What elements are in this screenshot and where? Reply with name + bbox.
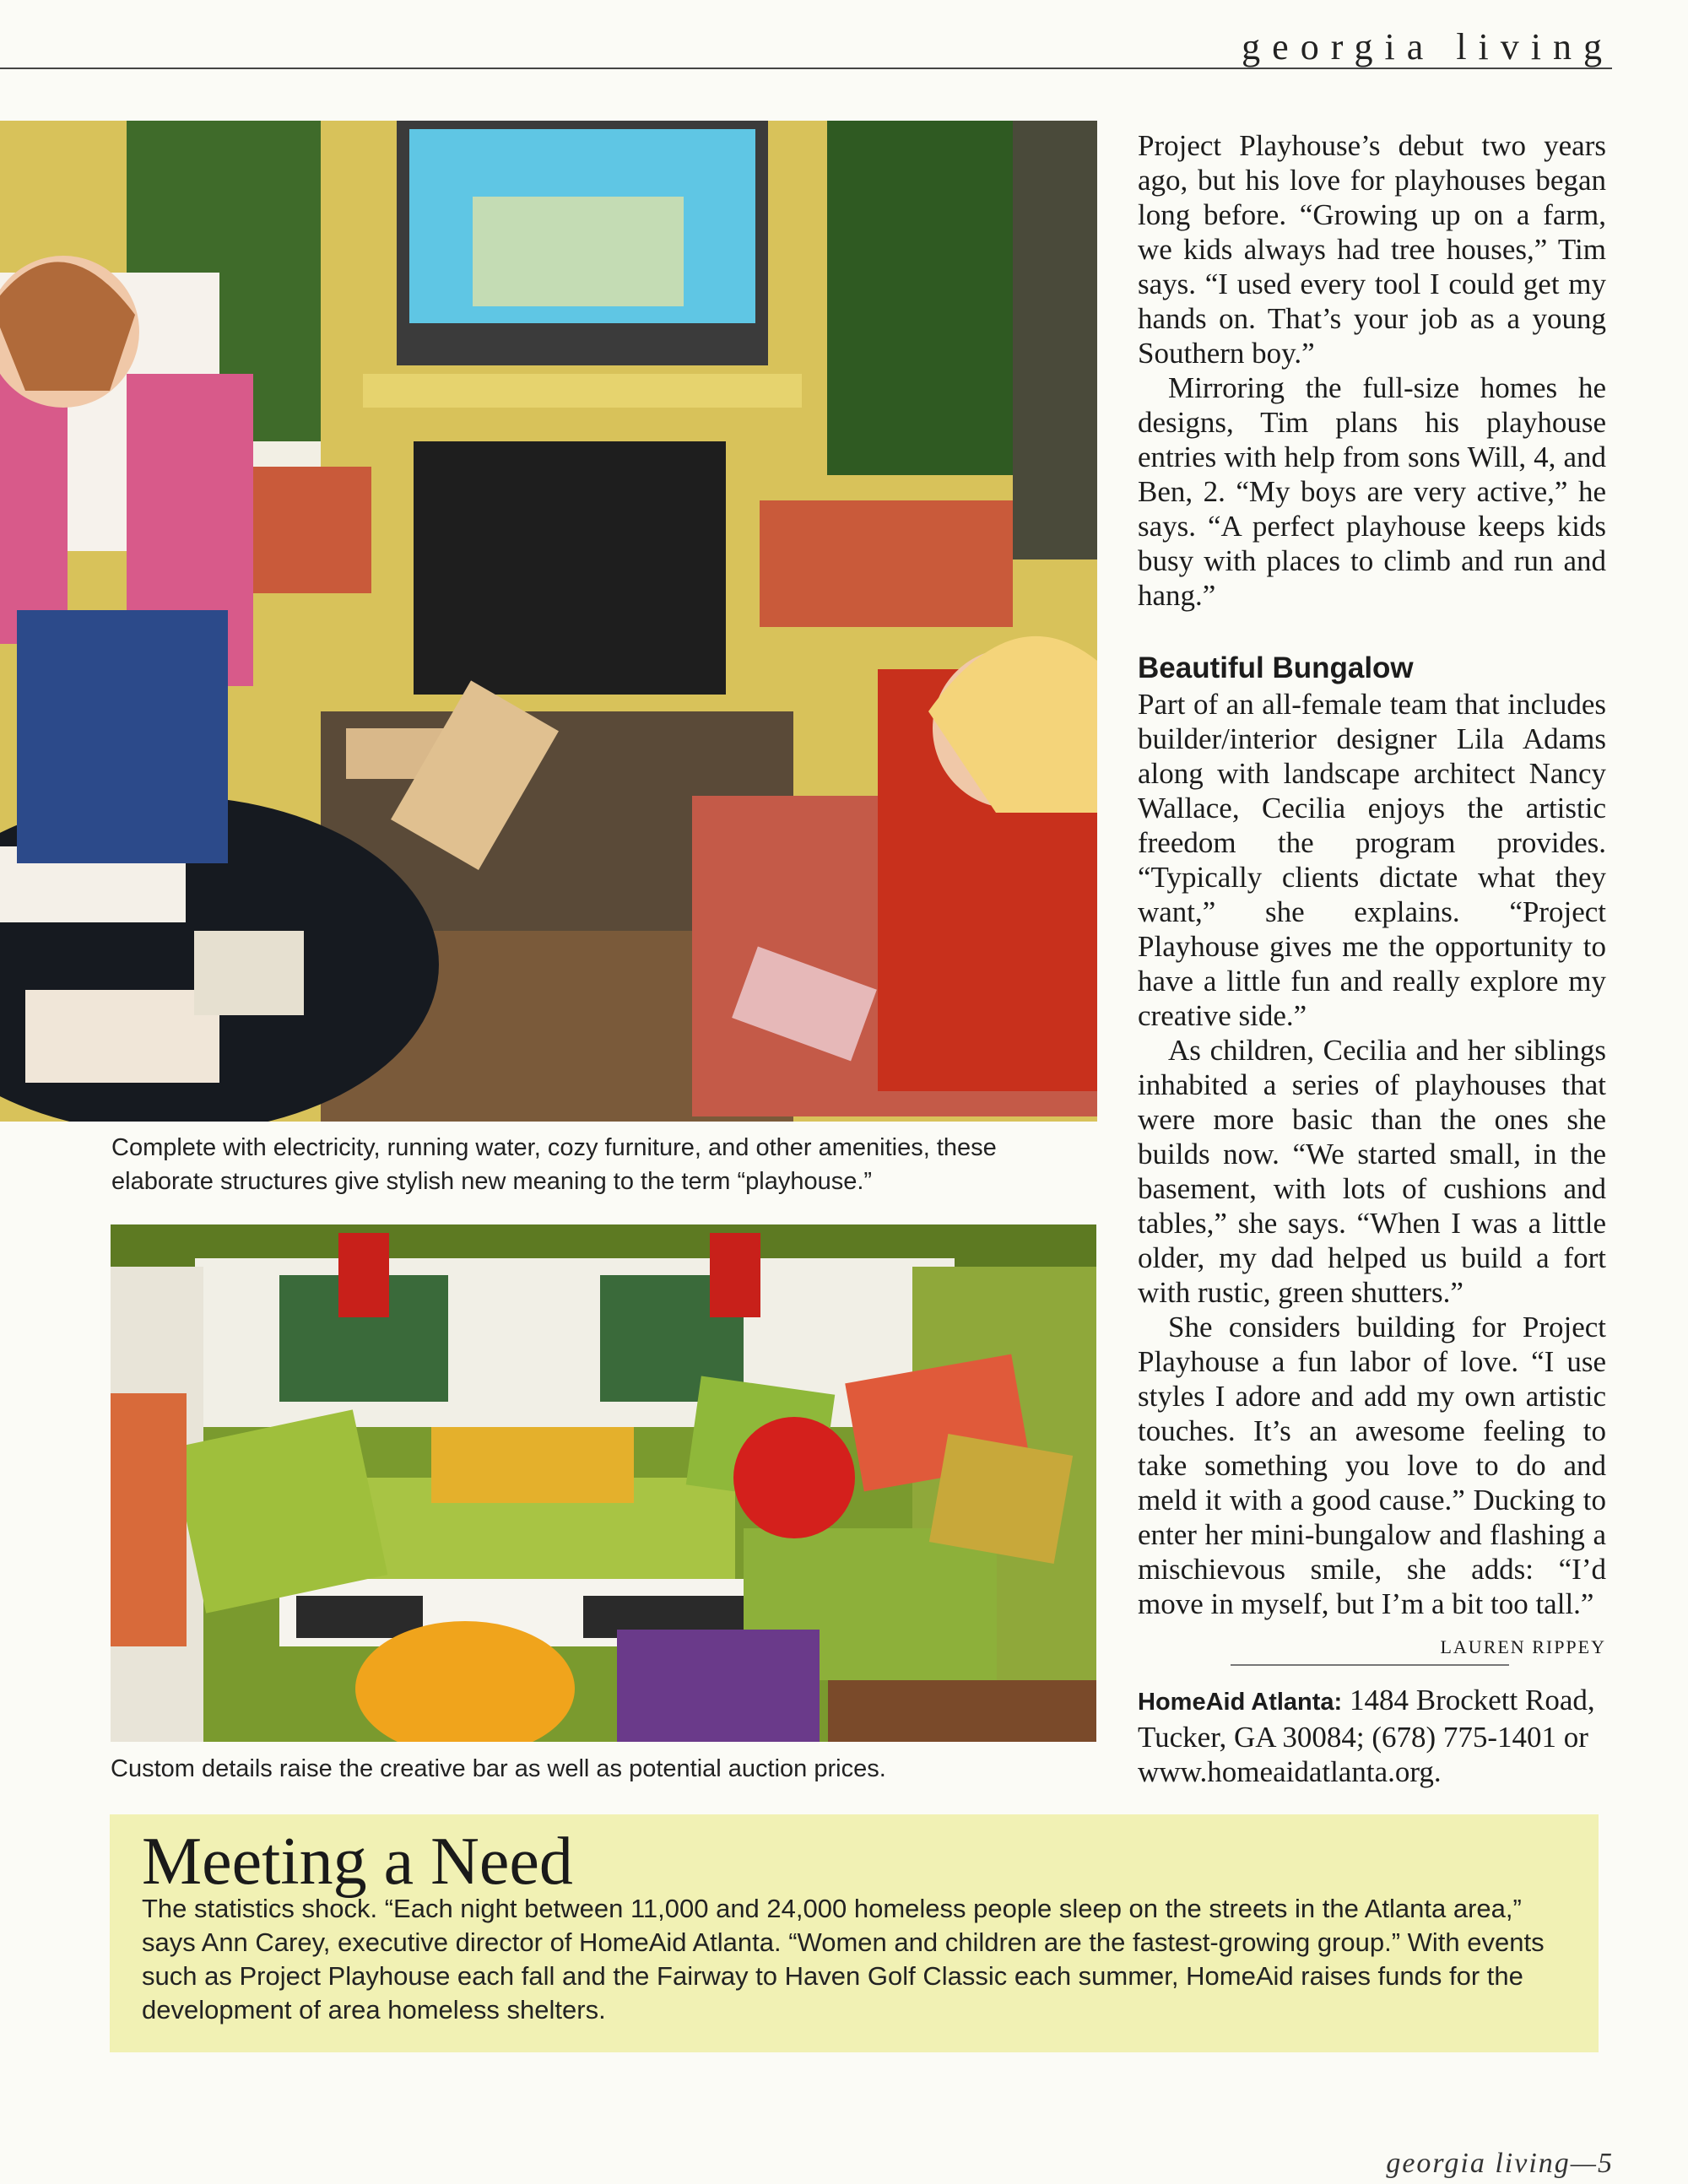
column-rule	[1231, 1664, 1509, 1666]
photo-caption-top: Complete with electricity, running water, cozy furniture, and other amenities, these elaborate structures give stylish new meaning to the term “playhouse.”	[111, 1134, 997, 1195]
photo-caption-bottom: Custom details raise the creative bar as well as potential auction prices.	[111, 1755, 886, 1782]
article-paragraph: Mirroring the full-size homes he designs, Tim plans his playhouse entries with help from sons Will, 4, and Ben, 2. “My boys are very active,” he says. “A perfect playhouse keeps kids busy with places to climb and run and hang.”	[1138, 371, 1606, 612]
photo-girls-playing-cards	[0, 121, 1097, 1122]
sidebar-title: Meeting a Need	[142, 1825, 573, 1899]
article-paragraph: As children, Cecilia and her siblings inhabited a series of playhouses that were more basic than the ones she builds now. “We started small, in the basement, with lots of cushions and tables,” she says. “When I was a little older, my dad helped us build a fort with rustic, green shutters.”	[1138, 1034, 1606, 1309]
article-subhead: Beautiful Bungalow	[1138, 651, 1414, 684]
sidebar-meeting-a-need	[110, 1814, 1599, 2052]
article-paragraph	[1138, 1310, 1606, 1657]
contact-label: HomeAid Atlanta:	[1138, 1689, 1343, 1716]
article-paragraph: Project Playhouse’s debut two years ago, but his love for playhouses began long before. “Growing up on a farm, we kids always had tree houses,” Tim says. “I used every tool I could get my hands on. That’s your job as a young Southern boy.”	[1138, 129, 1606, 370]
contact-info	[1138, 1683, 1606, 1789]
contact-text: 1484 Brockett Road, Tucker, GA 30084; (678) 775-1401 or www.homeaidatlanta.org.	[1138, 1684, 1595, 1788]
article-paragraph: Part of an all-female team that includes builder/interior designer Lila Adams along with landscape architect Nancy Wallace, Cecilia enjoys the artistic freedom the program provides. “Typically clients dictate what they want,” she explains. “Project Playhouse gives me the opportunity to have a little fun and really explore my creative side.”	[1138, 688, 1606, 1032]
photo-window-seat-pillows	[111, 1224, 1096, 1742]
article-paragraph-text: She considers building for Project Playhouse a fun labor of love. “I use styles I adore and add my own artistic touches. It’s an awesome feeling to take something you love to do and meld it with a good cause.” Ducking to enter her mini-bungalow and flashing a mischievous smile, she adds: “I’d move in myself, but I’m a bit too tall.”	[1138, 1311, 1606, 1620]
sidebar-body: The statistics shock. “Each night between 11,000 and 24,000 homeless people sleep on the streets in the Atlanta area,” says Ann Carey, executive director of HomeAid Atlanta. “Women and children are the fastest-growing group.” With events such as Project Playhouse each fall and the Fairway to Haven Golf Classic each summer, HomeAid raises funds for the development of area homeless shelters.	[142, 1894, 1545, 2025]
article-column	[1138, 128, 1606, 1789]
page-folio: georgia living—5	[1386, 2148, 1614, 2179]
header-rule	[0, 68, 1612, 69]
byline: LAUREN RIPPEY	[1440, 1636, 1606, 1657]
running-head: georgia living	[1242, 26, 1614, 68]
